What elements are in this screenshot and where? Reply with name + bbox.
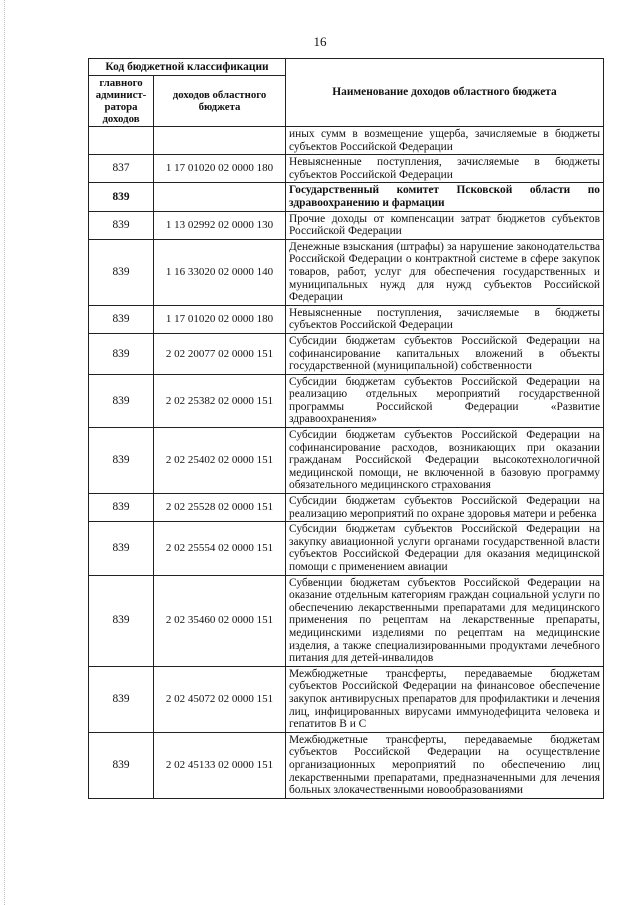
table-row <box>89 522 604 575</box>
admin-code-cell: 839 <box>89 183 154 211</box>
income-name-cell: Субсидии бюджетам субъектов Российской Федерации на софинансирование капитальных вложений в объекты государственной (муниципальной) собственности <box>286 333 604 374</box>
income-code-cell: 1 16 33020 02 0000 140 <box>154 239 286 305</box>
table-row <box>89 732 604 798</box>
income-code-cell: 2 02 35460 02 0000 151 <box>154 575 286 666</box>
income-name-cell: Денежные взыскания (штрафы) за нарушение законодательства Российской Федерации о контрактной системе в сфере закупок товаров, работ, услуг для обеспечения государственных и муниципальных нужд для нужд субъектов Российской Федерации <box>286 239 604 305</box>
income-code-cell: 1 17 01020 02 0000 180 <box>154 155 286 183</box>
table-row <box>89 211 604 239</box>
table-row <box>89 155 604 183</box>
table-row <box>89 374 604 427</box>
admin-code-cell: 839 <box>89 575 154 666</box>
admin-code-cell: 837 <box>89 155 154 183</box>
income-code-cell: 2 02 45133 02 0000 151 <box>154 732 286 798</box>
admin-code-cell: 839 <box>89 732 154 798</box>
table-row <box>89 183 604 211</box>
table-row <box>89 333 604 374</box>
scan-edge <box>4 0 6 905</box>
income-code-cell: 2 02 45072 02 0000 151 <box>154 666 286 732</box>
budget-classification-table <box>88 58 604 799</box>
header-admin-code: главного админист-ратора доходов <box>89 76 154 127</box>
header-income-name: Наименование доходов областного бюджета <box>286 59 604 127</box>
header-income-code: доходов областного бюджета <box>154 76 286 127</box>
admin-code-cell: 839 <box>89 666 154 732</box>
income-name-cell: Прочие доходы от компенсации затрат бюджетов субъектов Российской Федерации <box>286 211 604 239</box>
income-code-cell: 2 02 25402 02 0000 151 <box>154 428 286 494</box>
page-number: 16 <box>313 34 327 49</box>
income-name-cell: Государственный комитет Псковской области по здравоохранению и фармации <box>286 183 604 211</box>
income-name-cell: иных сумм в возмещение ущерба, зачисляемые в бюджеты субъектов Российской Федерации <box>286 127 604 155</box>
income-name-cell: Невыясненные поступления, зачисляемые в бюджеты субъектов Российской Федерации <box>286 305 604 333</box>
income-name-cell: Субсидии бюджетам субъектов Российской Федерации на софинансирование расходов, возникающих при оказании гражданам Российской Федерации высокотехнологичной медицинской помощи, не включенной в базовую программу обязательного медицинского страхования <box>286 428 604 494</box>
income-name-cell: Субсидии бюджетам субъектов Российской Федерации на реализацию отдельных мероприятий государственной программы Российской Федерации «Развитие здравоохранения» <box>286 374 604 427</box>
income-code-cell: 2 02 25382 02 0000 151 <box>154 374 286 427</box>
table-row <box>89 666 604 732</box>
income-code-cell: 1 13 02992 02 0000 130 <box>154 211 286 239</box>
admin-code-cell: 839 <box>89 374 154 427</box>
income-code-cell <box>154 183 286 211</box>
income-name-cell: Невыясненные поступления, зачисляемые в бюджеты субъектов Российской Федерации <box>286 155 604 183</box>
income-name-cell: Субсидии бюджетам субъектов Российской Федерации на реализацию мероприятий по охране здоровья матери и ребенка <box>286 494 604 522</box>
table-row <box>89 494 604 522</box>
admin-code-cell: 839 <box>89 522 154 575</box>
income-name-cell: Субвенции бюджетам субъектов Российской Федерации на оказание отдельным категориям граждан социальной услуги по обеспечению лекарственными препаратами для медицинского применения по рецептам на лекарственные препараты, медицинскими изделиями по рецептам на медицинские изделия, а также специализированными продуктами лечебного питания для детей-инвалидов <box>286 575 604 666</box>
table-row <box>89 575 604 666</box>
income-name-cell: Межбюджетные трансферты, передаваемые бюджетам субъектов Российской Федерации на осуществление организационных мероприятий по обеспечению лиц лекарственными препаратами, предназначенными для лечения больных злокачественными новообразованиями <box>286 732 604 798</box>
table-row <box>89 127 604 155</box>
admin-code-cell <box>89 127 154 155</box>
income-code-cell <box>154 127 286 155</box>
admin-code-cell: 839 <box>89 428 154 494</box>
income-code-cell: 2 02 25554 02 0000 151 <box>154 522 286 575</box>
income-code-cell: 2 02 20077 02 0000 151 <box>154 333 286 374</box>
income-name-cell: Субсидии бюджетам субъектов Российской Федерации на закупку авиационной услуги органами государственной власти субъектов Российской Федерации для оказания медицинской помощи с применением авиации <box>286 522 604 575</box>
table-row <box>89 239 604 305</box>
table-row <box>89 305 604 333</box>
table-body <box>89 127 604 799</box>
admin-code-cell: 839 <box>89 211 154 239</box>
admin-code-cell: 839 <box>89 305 154 333</box>
income-code-cell: 1 17 01020 02 0000 180 <box>154 305 286 333</box>
income-name-cell: Межбюджетные трансферты, передаваемые бюджетам субъектов Российской Федерации на финансовое обеспечение закупок антивирусных препаратов для профилактики и лечения лиц, инфицированных вирусами иммунодефицита человека и гепатитов B и C <box>286 666 604 732</box>
admin-code-cell: 839 <box>89 239 154 305</box>
admin-code-cell: 839 <box>89 494 154 522</box>
header-classification-code: Код бюджетной классификации <box>89 59 286 76</box>
admin-code-cell: 839 <box>89 333 154 374</box>
table-row <box>89 428 604 494</box>
income-code-cell: 2 02 25528 02 0000 151 <box>154 494 286 522</box>
